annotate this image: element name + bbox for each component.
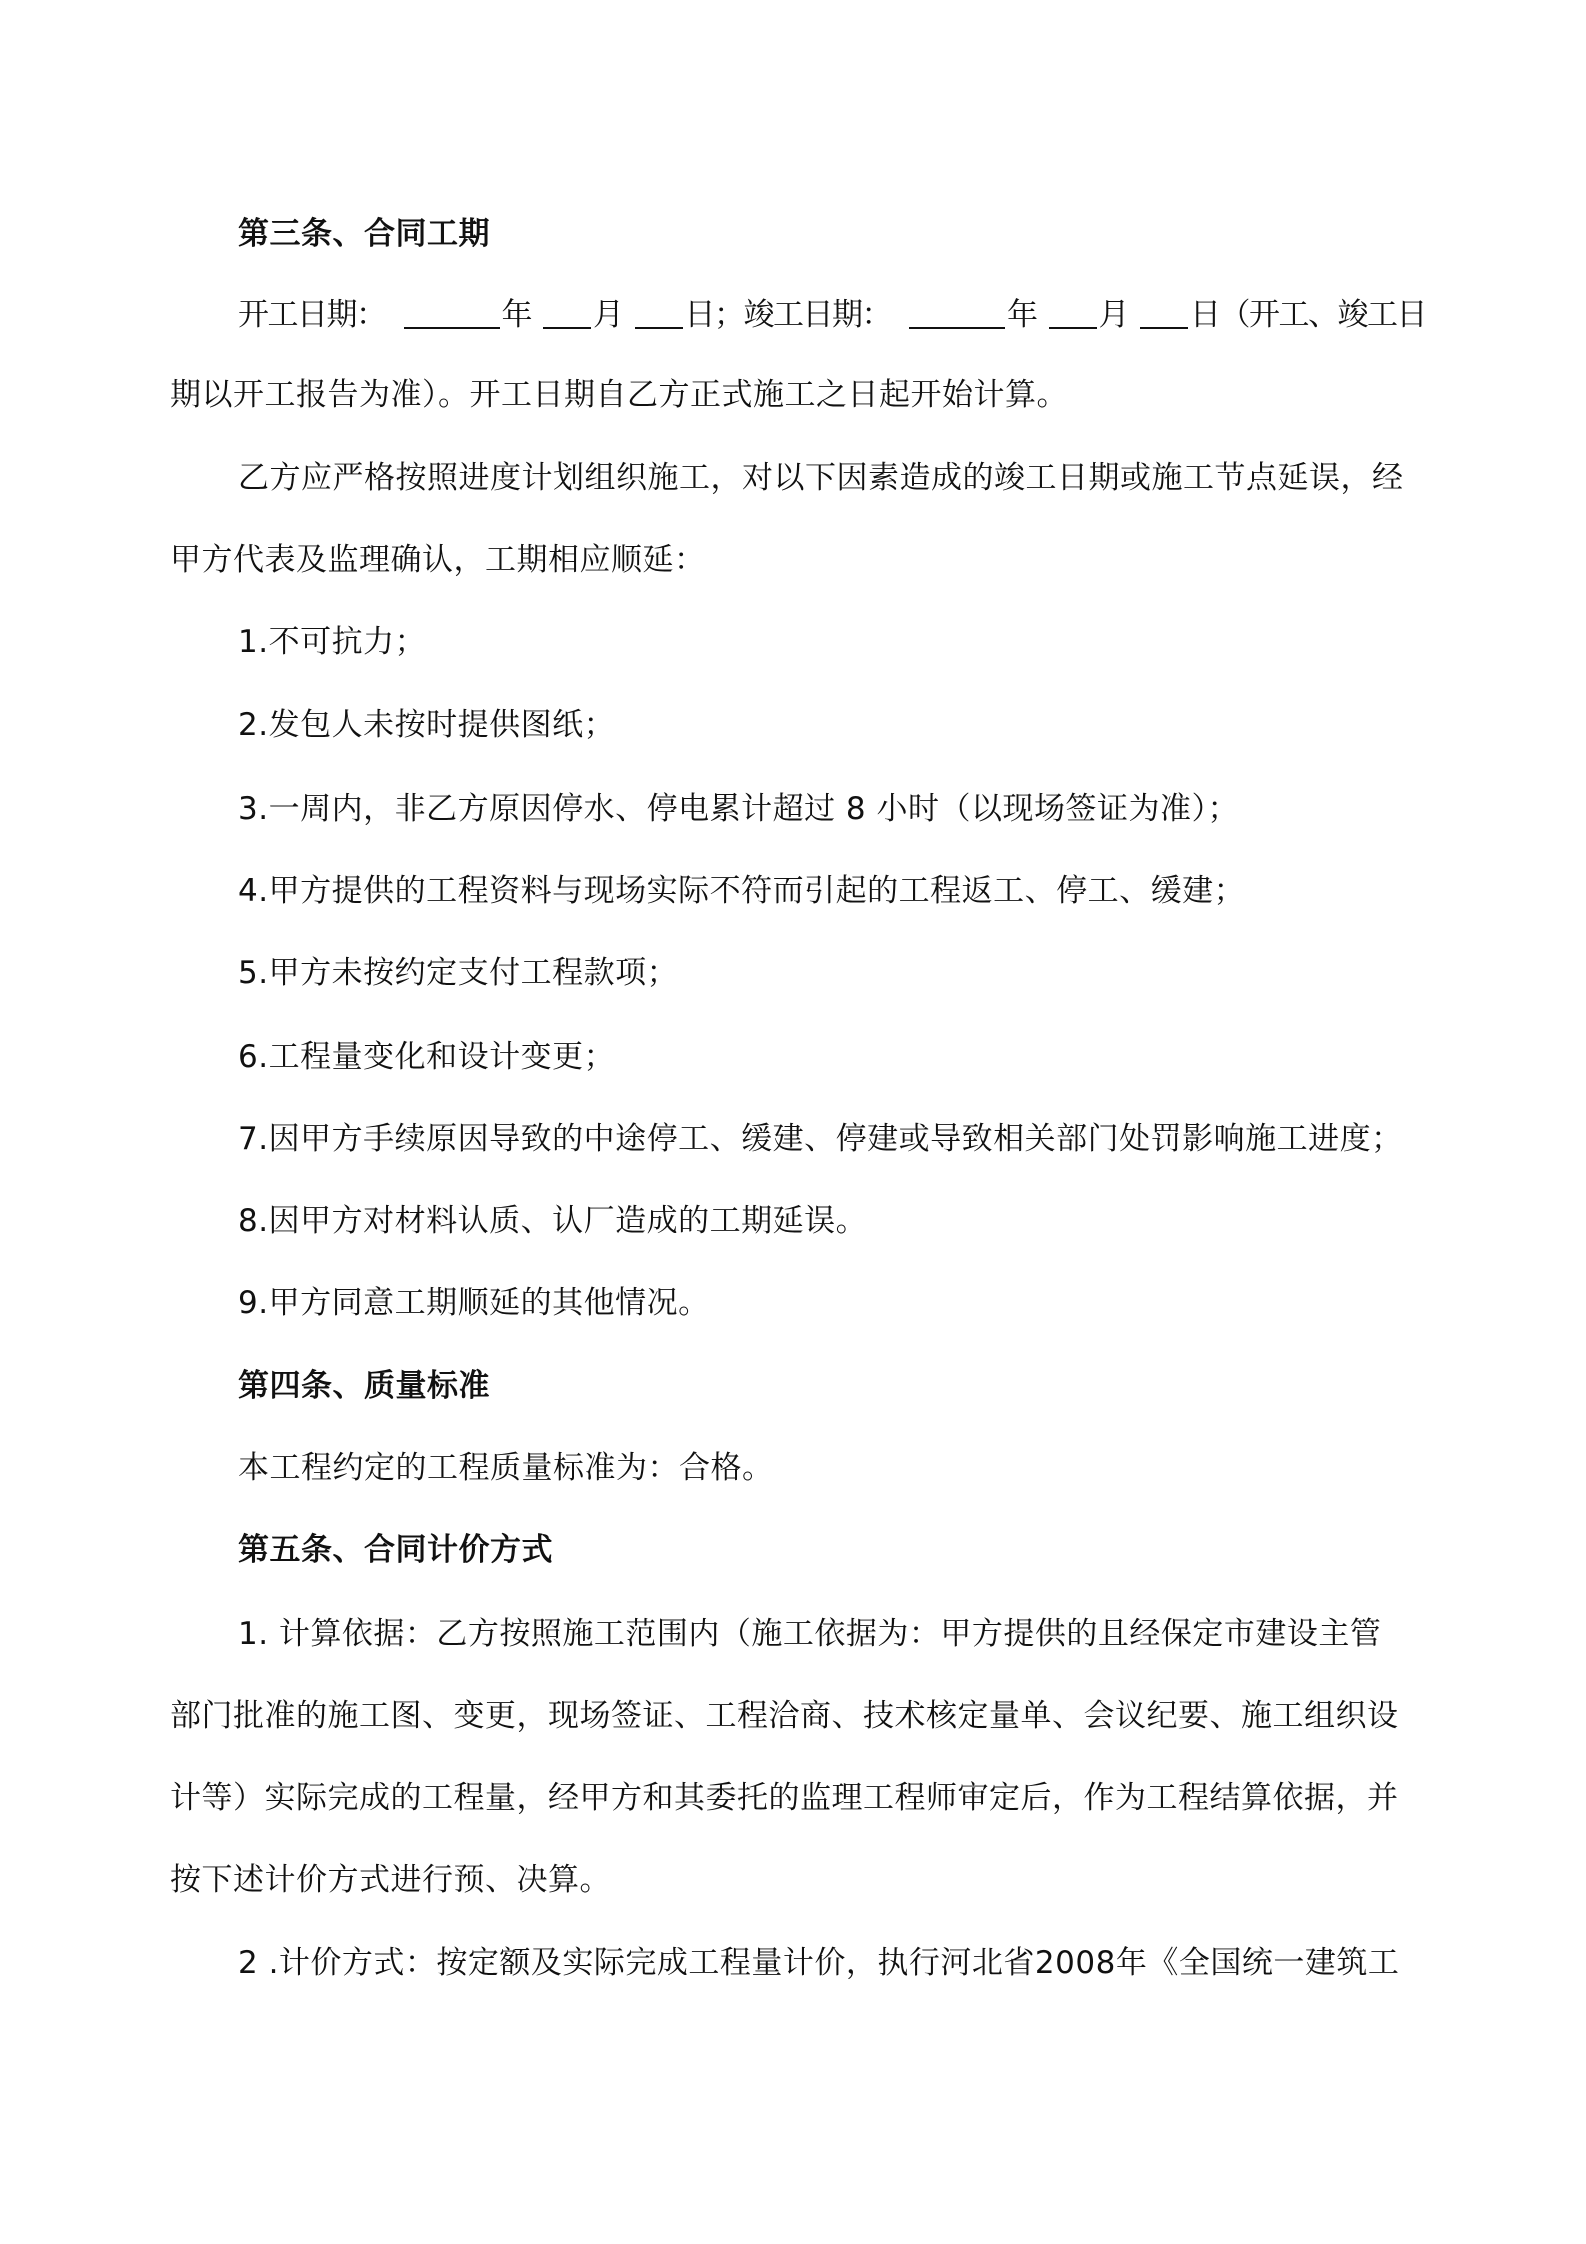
article-4-heading: 第四条、质量标准 (238, 1368, 490, 1404)
start-year-blank (404, 297, 500, 329)
list-item: 8.因甲方对材料认质、认厂造成的工期延误。 (238, 1203, 868, 1239)
delay-paragraph-line-1: 乙方应严格按照进度计划组织施工，对以下因素造成的竣工日期或施工节点延误，经 (238, 460, 1404, 496)
delay-paragraph-line-2: 甲方代表及监理确认，工期相应顺延： (170, 542, 706, 578)
start-year-unit: 年 (501, 297, 531, 333)
end-year-blank (909, 297, 1005, 329)
dates-separator: ； (714, 297, 744, 333)
start-month-unit: 月 (593, 297, 623, 333)
end-date-label: 竣工日期： (743, 297, 891, 333)
list-item: 3.一周内，非乙方原因停水、停电累计超过 8 小时（以现场签证为准）； (238, 791, 1240, 827)
list-item: 2.发包人未按时提供图纸； (238, 707, 616, 743)
list-item: 9.甲方同意工期顺延的其他情况。 (238, 1285, 710, 1321)
pricing-method-line-1: 2 .计价方式：按定额及实际完成工程量计价，执行河北省2008年《全国统一建筑工 (238, 1945, 1400, 1981)
end-day-blank (1140, 297, 1188, 329)
list-item: 4.甲方提供的工程资料与现场实际不符而引起的工程返工、停工、缓建； (238, 873, 1246, 909)
pricing-basis-line-3: 计等）实际完成的工程量，经甲方和其委托的监理工程师审定后，作为工程结算依据，并 (170, 1780, 1399, 1816)
pricing-basis-line-2: 部门批准的施工图、变更，现场签证、工程洽商、技术核定量单、会议纪要、施工组织设 (170, 1698, 1399, 1734)
end-year-unit: 年 (1007, 297, 1037, 333)
dates-continuation: 期以开工报告为准）。开工日期自乙方正式施工之日起开始计算。 (170, 377, 1068, 413)
start-day-blank (635, 297, 683, 329)
article-5-heading: 第五条、合同计价方式 (238, 1532, 553, 1568)
pricing-basis-line-1: 1. 计算依据：乙方按照施工范围内（施工依据为：甲方提供的且经保定市建设主管 (238, 1616, 1382, 1652)
list-item: 5.甲方未按约定支付工程款项； (238, 955, 679, 991)
list-item: 6.工程量变化和设计变更； (238, 1039, 616, 1075)
pricing-basis-line-4: 按下述计价方式进行预、决算。 (170, 1862, 611, 1898)
dates-tail: （开工、竣工日 (1219, 297, 1426, 333)
start-month-blank (543, 297, 591, 329)
list-item: 1.不可抗力； (238, 624, 427, 660)
construction-dates-line (238, 293, 1426, 337)
end-month-unit: 月 (1098, 297, 1128, 333)
article-3-heading: 第三条、合同工期 (238, 216, 490, 252)
end-day-unit: 日 (1190, 297, 1220, 333)
start-date-label: 开工日期： (238, 297, 386, 333)
start-day-unit: 日 (684, 297, 714, 333)
list-item: 7.因甲方手续原因导致的中途停工、缓建、停建或导致相关部门处罚影响施工进度； (238, 1121, 1403, 1157)
quality-standard-text: 本工程约定的工程质量标准为：合格。 (238, 1450, 774, 1486)
end-month-blank (1049, 297, 1097, 329)
